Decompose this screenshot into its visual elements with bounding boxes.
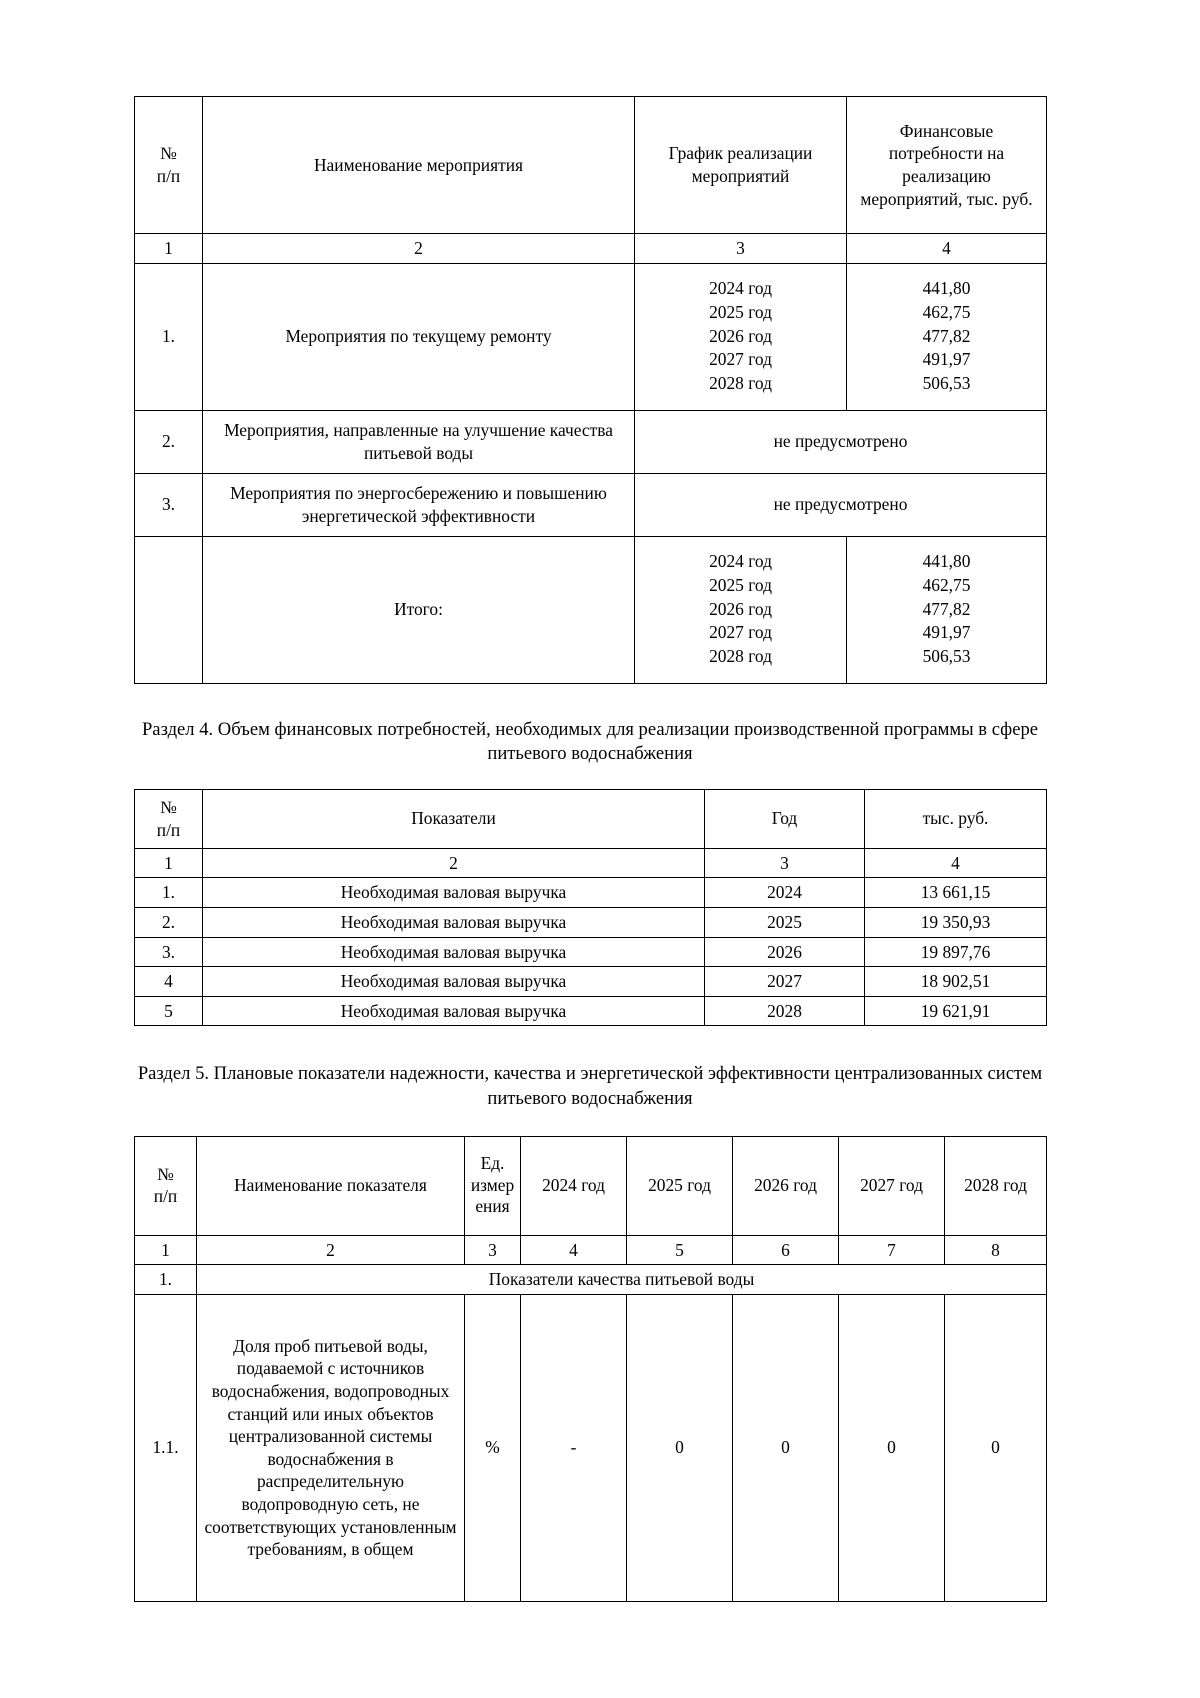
year-item: 2027 год (709, 622, 772, 643)
year-item: 2025 год (709, 302, 772, 323)
table-row (135, 473, 1047, 536)
header-cell-finance: Финансовые потребности на реализацию мероприятий, тыс. руб. (847, 97, 1047, 234)
year-item: 2027 год (709, 349, 772, 370)
header-cell-schedule: График реализации мероприятий (635, 97, 847, 234)
total-label: Итого: (203, 536, 635, 683)
spacer (134, 1112, 1046, 1136)
row-year: 2028 (705, 996, 865, 1026)
row-amount: 18 902,51 (865, 967, 1047, 997)
year-item: 2026 год (709, 325, 772, 346)
table-column-numbers-row (135, 848, 1047, 878)
year-item: 2026 год (709, 598, 772, 619)
table-total-row (135, 536, 1047, 683)
header-no-label: № (160, 797, 177, 818)
header-cell-unit: Ед. измерения (465, 1136, 521, 1235)
value-item: 462,75 (922, 302, 971, 323)
row-not-provided: не предусмотрено (635, 410, 1047, 473)
spacer (134, 684, 1046, 718)
colnum-1: 1 (135, 848, 203, 878)
header-cell-name: Наименование мероприятия (203, 97, 635, 234)
header-cell-number (135, 789, 203, 848)
row-indicator-name: Доля проб питьевой воды, подаваемой с источников водоснабжения, водопроводных станций или иных объектов централизованной системы водоснабжения в распределительную водопроводную сеть, не соответствующих установленным требованиям, в общем (197, 1294, 465, 1601)
header-cell-2024: 2024 год (521, 1136, 627, 1235)
row-finance-values (847, 263, 1047, 410)
finance-table (134, 789, 1047, 1027)
header-cell-2026: 2026 год (733, 1136, 839, 1235)
year-list (640, 550, 841, 668)
header-no-label: № (160, 143, 177, 164)
row-number: 1. (135, 263, 203, 410)
header-pp-label: п/п (153, 1185, 178, 1206)
value-item: 441,80 (922, 551, 971, 572)
header-cell-number (135, 97, 203, 234)
year-item: 2025 год (709, 575, 772, 596)
row-number: 4 (135, 967, 203, 997)
total-schedule-years (635, 536, 847, 683)
row-year: 2025 (705, 907, 865, 937)
table-row (135, 410, 1047, 473)
colnum-6: 6 (733, 1235, 839, 1265)
row-value-2028: 0 (945, 1294, 1047, 1601)
colnum-4: 4 (865, 848, 1047, 878)
value-list (852, 277, 1041, 395)
row-not-provided: не предусмотрено (635, 473, 1047, 536)
colnum-2: 2 (203, 234, 635, 264)
value-item: 477,82 (922, 325, 971, 346)
group-row-title: Показатели качества питьевой воды (197, 1265, 1047, 1295)
table-row (135, 996, 1047, 1026)
colnum-3: 3 (705, 848, 865, 878)
table-row (135, 907, 1047, 937)
row-number: 2. (135, 907, 203, 937)
spacer (134, 767, 1046, 789)
row-year: 2026 (705, 937, 865, 967)
value-item: 506,53 (922, 646, 971, 667)
value-item: 477,82 (922, 598, 971, 619)
row-indicator: Необходимая валовая выручка (203, 907, 705, 937)
row-indicator: Необходимая валовая выручка (203, 937, 705, 967)
table-group-row (135, 1265, 1047, 1295)
colnum-2: 2 (197, 1235, 465, 1265)
colnum-1: 1 (135, 1235, 197, 1265)
indicators-table (134, 1136, 1047, 1602)
header-cell-indicator: Показатели (203, 789, 705, 848)
value-item: 462,75 (922, 575, 971, 596)
header-cell-indicator-name: Наименование показателя (197, 1136, 465, 1235)
header-pp-label: п/п (156, 819, 181, 840)
row-measure-name: Мероприятия по текущему ремонту (203, 263, 635, 410)
table-header-row (135, 1136, 1047, 1235)
row-unit: % (465, 1294, 521, 1601)
total-row-number (135, 536, 203, 683)
section-4-heading: Раздел 4. Объем финансовых потребностей, необходимых для реализации производственной программы в сфере питьевого водоснабжения (141, 718, 1039, 765)
header-cell-2027: 2027 год (839, 1136, 945, 1235)
year-list (640, 277, 841, 395)
group-row-number: 1. (135, 1265, 197, 1295)
value-item: 491,97 (922, 622, 971, 643)
page-content (134, 96, 1046, 1602)
row-measure-name: Мероприятия, направленные на улучшение качества питьевой воды (203, 410, 635, 473)
row-measure-name: Мероприятия по энергосбережению и повышению энергетической эффективности (203, 473, 635, 536)
spacer (134, 1026, 1046, 1062)
header-cell-amount: тыс. руб. (865, 789, 1047, 848)
row-year: 2027 (705, 967, 865, 997)
row-number: 3. (135, 473, 203, 536)
table-column-numbers-row (135, 1235, 1047, 1265)
total-finance-values (847, 536, 1047, 683)
value-item: 441,80 (922, 278, 971, 299)
table-column-numbers-row (135, 234, 1047, 264)
row-schedule-years (635, 263, 847, 410)
row-number: 3. (135, 937, 203, 967)
row-amount: 19 897,76 (865, 937, 1047, 967)
year-item: 2024 год (709, 278, 772, 299)
row-number: 1.1. (135, 1294, 197, 1601)
header-no-label: № (157, 1163, 174, 1184)
colnum-7: 7 (839, 1235, 945, 1265)
colnum-3: 3 (635, 234, 847, 264)
row-amount: 13 661,15 (865, 878, 1047, 908)
value-item: 491,97 (922, 349, 971, 370)
row-value-2027: 0 (839, 1294, 945, 1601)
colnum-8: 8 (945, 1235, 1047, 1265)
header-cell-year: Год (705, 789, 865, 848)
colnum-1: 1 (135, 234, 203, 264)
table-row (135, 967, 1047, 997)
colnum-4: 4 (521, 1235, 627, 1265)
row-indicator: Необходимая валовая выручка (203, 878, 705, 908)
measures-table (134, 96, 1047, 684)
row-amount: 19 621,91 (865, 996, 1047, 1026)
section-5-heading: Раздел 5. Плановые показатели надежности, качества и энергетической эффективности централизованных систем питьевого водоснабжения (137, 1063, 1043, 1109)
year-item: 2024 год (709, 551, 772, 572)
table-row (135, 1294, 1047, 1601)
header-cell-number (135, 1136, 197, 1235)
row-value-2025: 0 (627, 1294, 733, 1601)
table-row (135, 937, 1047, 967)
row-year: 2024 (705, 878, 865, 908)
value-list (852, 550, 1041, 668)
row-number: 2. (135, 410, 203, 473)
colnum-3: 3 (465, 1235, 521, 1265)
header-cell-2028: 2028 год (945, 1136, 1047, 1235)
row-indicator: Необходимая валовая выручка (203, 967, 705, 997)
row-number: 5 (135, 996, 203, 1026)
row-indicator: Необходимая валовая выручка (203, 996, 705, 1026)
table-row (135, 878, 1047, 908)
header-cell-2025: 2025 год (627, 1136, 733, 1235)
header-pp-label: п/п (156, 166, 181, 186)
row-value-2024: - (521, 1294, 627, 1601)
value-item: 506,53 (922, 373, 971, 394)
row-value-2026: 0 (733, 1294, 839, 1601)
year-item: 2028 год (709, 373, 772, 394)
table-row (135, 263, 1047, 410)
table-header-row (135, 789, 1047, 848)
colnum-2: 2 (203, 848, 705, 878)
colnum-5: 5 (627, 1235, 733, 1265)
row-amount: 19 350,93 (865, 907, 1047, 937)
colnum-4: 4 (847, 234, 1047, 264)
table-header-row (135, 97, 1047, 234)
year-item: 2028 год (709, 646, 772, 667)
row-number: 1. (135, 878, 203, 908)
